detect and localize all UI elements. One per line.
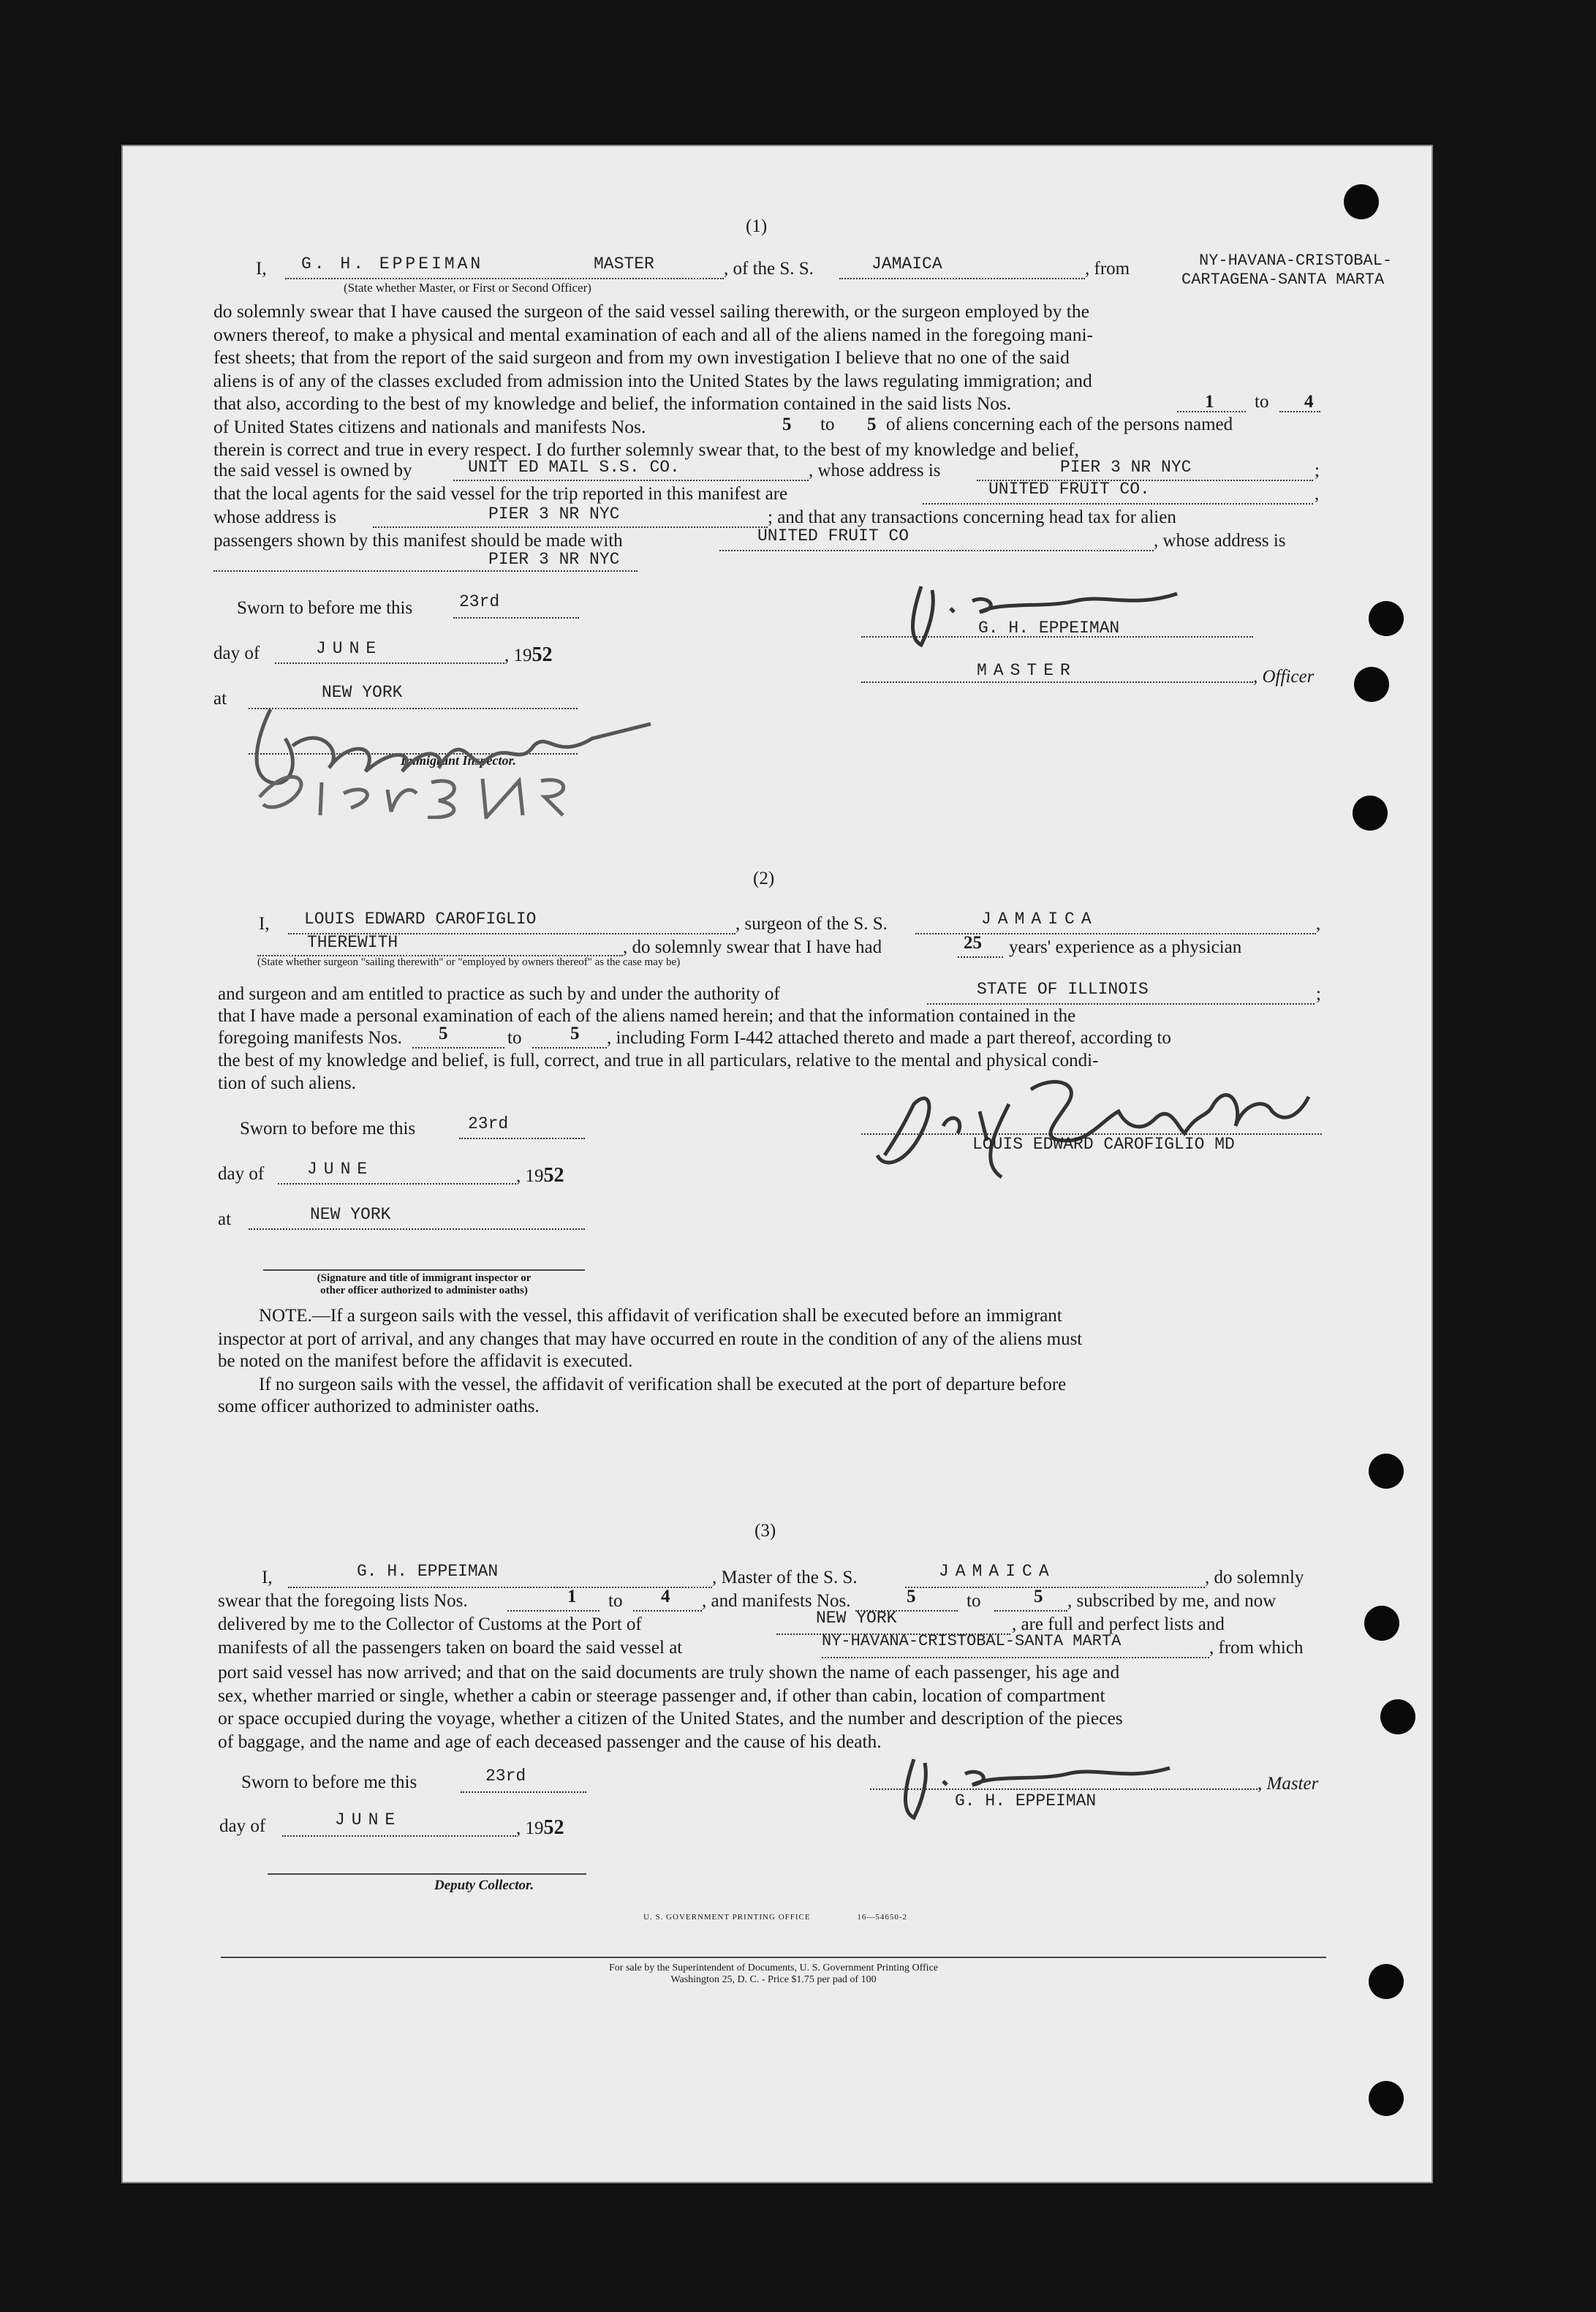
manifests-from: 5 (907, 1587, 916, 1606)
text-line: sex, whether married or single, whether a cabin or steerage passenger and, if other than cabin, location of compartment (218, 1684, 1105, 1706)
years-experience: 25 (964, 933, 982, 953)
sworn-month: JUNE (307, 1160, 374, 1179)
fill-line (249, 1228, 585, 1230)
day-of-label: day of (219, 1816, 266, 1836)
year-prefix: , 19 (516, 1818, 544, 1838)
comma: , (1315, 484, 1320, 504)
route-line-1: NY-HAVANA-CRISTOBAL- (1199, 252, 1393, 270)
semicolon: ; (1315, 461, 1320, 480)
head-tax-address: PIER 3 NR NYC (488, 550, 620, 569)
fill-line (285, 278, 724, 279)
surgeon-signature (863, 1060, 1316, 1185)
note-line: If no surgeon sails with the vessel, the affidavit of verification shall be executed at the port of departure before (259, 1375, 1067, 1394)
owner-name: UNIT ED MAIL S.S. CO. (468, 458, 680, 477)
i-label: I, (262, 1568, 273, 1587)
fill-line (822, 1657, 1209, 1658)
lists-from: 1 (567, 1587, 577, 1606)
text-line: manifests of all the passengers taken on board the said vessel at (218, 1638, 683, 1658)
sworn-label: Sworn to before me this (240, 1119, 416, 1138)
section-3-heading: (3) (754, 1521, 776, 1541)
text-line (213, 392, 1093, 415)
owned-by-text: the said vessel is owned by (213, 461, 412, 480)
fill-line (958, 956, 1003, 958)
fill-line (373, 526, 768, 528)
to-label: to (1255, 392, 1269, 412)
sign-note-line: other officer authorized to administer oaths) (320, 1285, 528, 1296)
sworn-day: 23rd (468, 1114, 509, 1133)
text-line: therein is correct and true in every respect. I do further solemnly swear that, to the best of my knowledge and belief, (213, 439, 1079, 460)
gpo-label: U. S. GOVERNMENT PRINTING OFFICE (643, 1913, 811, 1922)
text-line: , including Form I-442 attached thereto and made a part thereof, according to (607, 1028, 1171, 1048)
surgeon-signature-typed: LOUIS EDWARD CAROFIGLIO MD (972, 1135, 1235, 1154)
sworn-place: NEW YORK (322, 683, 403, 702)
owner-address: PIER 3 NR NYC (1060, 458, 1192, 477)
officer-label: , Officer (1253, 667, 1315, 687)
fill-line (278, 1183, 516, 1185)
to-label: to (507, 1028, 522, 1048)
fill-line (861, 636, 1253, 638)
from-label: , from (1085, 259, 1130, 279)
year-suffix: 52 (543, 1816, 564, 1839)
manifests-from: 5 (439, 1024, 448, 1043)
route-line-2: CARTAGENA-SANTA MARTA (1181, 271, 1385, 289)
punch-hole (1369, 1454, 1404, 1489)
fill-line (459, 1138, 585, 1139)
text-line: that I have made a personal examination of each of the aliens named herein; and that the information contained in the (218, 1006, 1076, 1026)
i-label: I, (256, 259, 267, 279)
sworn-label: Sworn to before me this (241, 1772, 417, 1792)
fill-line (839, 278, 1085, 279)
sign-note-line: (Signature and title of immigrant inspector or (317, 1272, 532, 1284)
punch-hole (1380, 1699, 1415, 1734)
owner-address-label: , whose address is (809, 461, 941, 480)
sworn-month: JUNE (316, 639, 383, 658)
fill-line (412, 1047, 504, 1049)
swear-text: , do solemnly swear that I have had (623, 937, 882, 957)
signature-rule (268, 1873, 586, 1875)
sailing-status: THEREWITH (307, 933, 398, 952)
note-line: some officer authorized to administer oaths. (218, 1397, 540, 1416)
year-prefix: , 19 (516, 1166, 544, 1186)
punch-hole (1369, 1964, 1404, 1999)
agents-address: PIER 3 NR NYC (488, 505, 620, 524)
at-label: at (213, 689, 227, 709)
punch-hole (1344, 184, 1379, 219)
text-line: , and manifests Nos. (702, 1591, 851, 1611)
lists-from: 1 (1205, 392, 1214, 412)
master-signature-typed: G. H. EPPEIMAN (955, 1791, 1097, 1810)
year-suffix: 52 (532, 643, 553, 666)
fill-line (507, 1610, 600, 1612)
day-of-label: day of (213, 643, 260, 663)
sworn-day: 23rd (459, 592, 500, 611)
footer-rule (221, 1957, 1326, 1958)
lists-to: 4 (1304, 392, 1314, 412)
fill-line (453, 480, 809, 481)
master-signature (899, 579, 1206, 652)
master-rank-typed: MASTER (977, 661, 1077, 680)
punch-hole (1364, 1606, 1399, 1641)
lists-text: that also, according to the best of my knowledge and belief, the information contained in the said lists Nos. (213, 393, 1012, 414)
fill-line (275, 662, 504, 664)
signature-rule (263, 1269, 585, 1271)
fill-line (461, 1791, 586, 1793)
year-label (516, 1164, 564, 1187)
sec1-body (213, 300, 1093, 461)
head-tax-address-label: , whose address is (1154, 531, 1286, 551)
vessel-name: JAMAICA (981, 910, 1098, 929)
note-line: be noted on the manifest before the affidavit is executed. (218, 1351, 633, 1371)
manifests-from: 5 (782, 415, 792, 434)
section-2-heading: (2) (753, 869, 775, 888)
years-text: years' experience as a physician (1009, 937, 1242, 957)
punch-hole (1369, 601, 1404, 636)
text-line: foregoing manifests Nos. (218, 1028, 403, 1048)
text-line: or space occupied during the voyage, whether a citizen of the United States, and the number and description of the pieces (218, 1707, 1123, 1729)
collector-label: Deputy Collector. (434, 1878, 534, 1893)
gpo-imprint (643, 1913, 907, 1922)
text-line: do solemnly swear that I have caused the surgeon of the said vessel sailing therewith, or the surgeon employed by the (213, 301, 1089, 322)
year-suffix: 52 (543, 1164, 564, 1187)
year-prefix: , 19 (504, 646, 532, 665)
fill-line (927, 1003, 1315, 1005)
master-rank: MASTER (594, 254, 654, 273)
master-name: G. H. EPPEIMAN (357, 1562, 499, 1581)
text-line: swear that the foregoing lists Nos. (218, 1591, 468, 1611)
aliens-text: of aliens concerning each of the persons named (886, 415, 1233, 434)
of-ss-label: , of the S. S. (724, 259, 814, 279)
text-line: tion of such aliens. (218, 1073, 356, 1093)
text-line: fest sheets; that from the report of the said surgeon and from my own investigation I believe that no one of the said (213, 347, 1070, 368)
comma: , (1316, 914, 1321, 934)
form-number: 16—54650-2 (857, 1913, 908, 1922)
route: NY-HAVANA-CRISTOBAL-SANTA MARTA (822, 1632, 1122, 1650)
agents-name: UNITED FRUIT CO. (988, 480, 1150, 499)
manifests-to: 5 (570, 1024, 580, 1043)
fill-line (532, 1047, 607, 1049)
passengers-text: passengers shown by this manifest should be made with (213, 531, 623, 551)
fill-line (1279, 411, 1320, 412)
sworn-day: 23rd (485, 1767, 526, 1786)
year-label (516, 1816, 564, 1840)
surgeon-name: LOUIS EDWARD CAROFIGLIO (304, 910, 537, 929)
text-line: aliens is of any of the classes excluded from admission into the United States by the laws regulating immigration; and (213, 369, 1092, 391)
vessel-name: JAMAICA (871, 254, 942, 273)
section-1-heading: (1) (746, 216, 768, 236)
text-line: of baggage, and the name and age of each deceased passenger and the cause of his death. (218, 1730, 882, 1752)
head-tax-party: UNITED FRUIT CO (757, 526, 909, 545)
text-line: , from which (1209, 1638, 1304, 1658)
whose-address-text: whose address is (213, 507, 337, 527)
text-line: , subscribed by me, and now (1067, 1591, 1277, 1611)
sale-line: For sale by the Superintendent of Documents, U. S. Government Printing Office (609, 1962, 938, 1973)
day-of-label: day of (218, 1164, 265, 1184)
sale-line: Washington 25, D. C. - Price $1.75 per pad of 100 (670, 1974, 877, 1985)
port-name: NEW YORK (816, 1609, 897, 1628)
i-label: I, (259, 914, 270, 934)
punch-hole (1369, 2081, 1404, 2116)
sworn-label: Sworn to before me this (237, 598, 413, 618)
manifests-text: of United States citizens and nationals and manifests Nos. (213, 415, 646, 437)
manifests-to: 5 (867, 415, 877, 434)
lists-to: 4 (661, 1587, 670, 1606)
sworn-month: JUNE (335, 1810, 402, 1829)
at-label: at (218, 1209, 232, 1229)
sworn-place: NEW YORK (310, 1205, 391, 1224)
head-tax-text: ; and that any transactions concerning head tax for alien (768, 507, 1176, 527)
fill-line (453, 617, 579, 619)
text-line: port said vessel has now arrived; and that on the said documents are truly shown the name of each passenger, his age and (218, 1661, 1120, 1682)
to-label: to (967, 1591, 981, 1611)
to-label: to (820, 415, 835, 434)
master-of-label: , Master of the S. S. (712, 1568, 858, 1587)
surgeon-of-label: , surgeon of the S. S. (735, 914, 888, 934)
sec3-body (218, 1661, 1123, 1753)
inspector-signature (241, 695, 665, 819)
fill-line (905, 1587, 1205, 1588)
note-line: inspector at port of arrival, and any changes that may have occurred en route in the condition of any of the aliens must (218, 1329, 1083, 1349)
sale-note (221, 1962, 1326, 1986)
sign-note (263, 1272, 585, 1297)
text-line: the best of my knowledge and belief, is full, correct, and true in all particulars, relative to the mental and physical condi- (218, 1051, 1099, 1070)
fill-line (633, 1610, 702, 1612)
fill-line (994, 1610, 1067, 1612)
master-signature-typed: G. H. EPPEIMAN (978, 619, 1120, 638)
master-label: , Master (1257, 1774, 1319, 1794)
fill-line (861, 1133, 1322, 1135)
fill-line (282, 1835, 516, 1837)
year-label (504, 643, 553, 667)
text-line: delivered by me to the Collector of Customs at the Port of (218, 1614, 642, 1634)
fill-line (719, 550, 1154, 551)
rank-note: (State whether Master, or First or Second Officer) (344, 281, 591, 295)
fill-line (213, 570, 638, 572)
punch-hole (1353, 796, 1388, 831)
master-name: G. H. EPPEIMAN (301, 254, 484, 273)
fill-line (1177, 411, 1246, 412)
semicolon: ; (1316, 984, 1321, 1004)
authority-text: and surgeon and am entitled to practice as such by and under the authority of (218, 984, 780, 1004)
solemnly-text: , do solemnly (1205, 1568, 1304, 1587)
text-line: , are full and perfect lists and (1012, 1614, 1225, 1634)
fill-line (861, 681, 1253, 683)
punch-hole (1354, 667, 1389, 702)
inspector-label: Immigrant Inspector. (401, 753, 517, 768)
note-line: NOTE.—If a surgeon sails with the vessel, this affidavit of verification shall be executed before an immigrant (259, 1306, 1062, 1326)
to-label: to (608, 1591, 623, 1611)
agents-text: that the local agents for the said vessel for the trip reported in this manifest are (213, 484, 788, 504)
fill-line (923, 503, 1313, 505)
authority: STATE OF ILLINOIS (977, 980, 1149, 999)
sailing-note: (State whether surgeon "sailing therewith" or "employed by owners thereof" as the case may be) (257, 956, 681, 968)
vessel-name: JAMAICA (939, 1562, 1056, 1581)
text-line: owners thereof, to make a physical and mental examination of each and all of the aliens named in the foregoing mani- (213, 323, 1094, 345)
manifests-to: 5 (1034, 1587, 1043, 1606)
fill-line (288, 1587, 712, 1588)
fill-line (870, 1788, 1257, 1790)
